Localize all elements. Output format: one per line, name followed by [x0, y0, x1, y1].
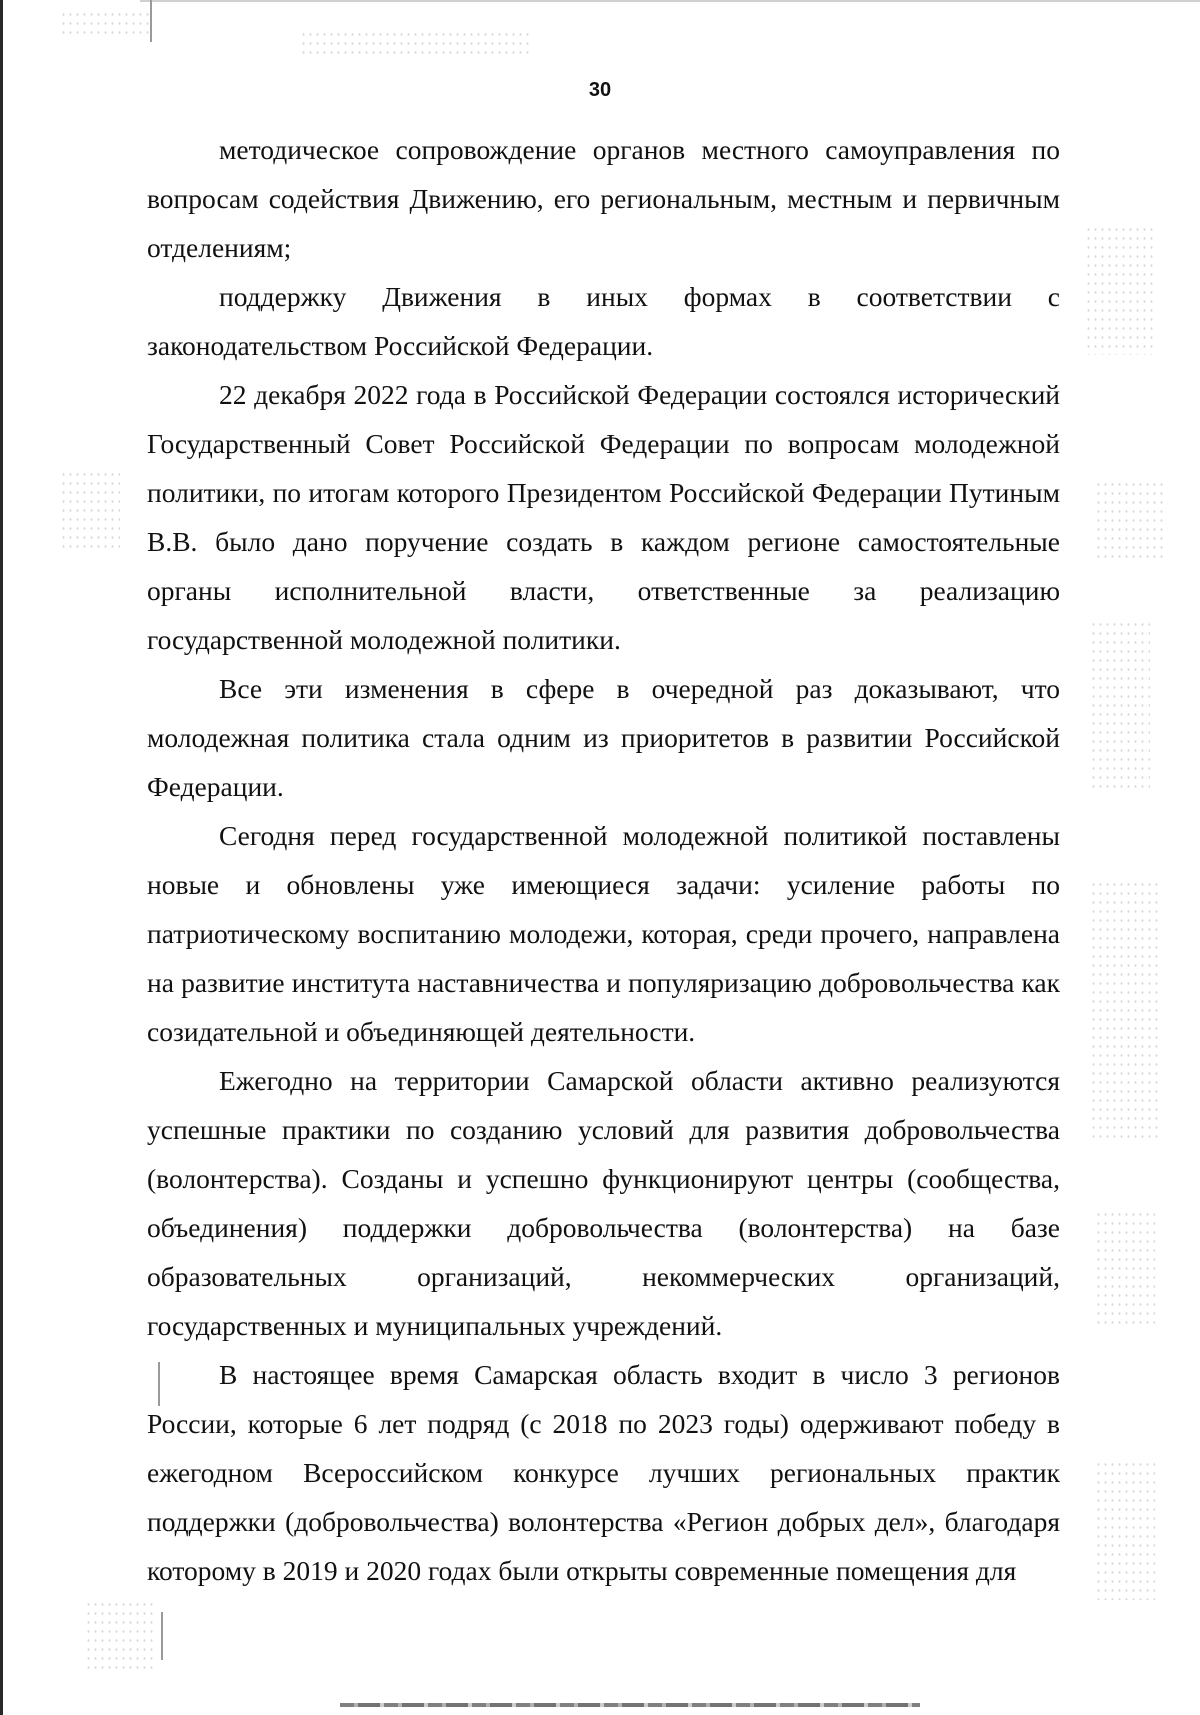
scan-noise	[1095, 480, 1165, 560]
paragraph: поддержку Движения в иных формах в соответствии с законодательством Российской Федерации.	[147, 281, 1060, 361]
scan-noise	[60, 470, 120, 550]
paragraph: Сегодня перед государственной молодежной политикой поставлены новые и обновлены уже имеющиеся задачи: усиление работы по патриотическому воспитанию молодежи, которая, среди прочего, направлена на развитие института наставничества и популяризацию добровольчества как созидательной и объединяющей деятельности.	[147, 820, 1060, 1047]
scan-noise	[85, 1600, 155, 1670]
scan-noise	[1085, 225, 1155, 355]
scan-noise	[1090, 880, 1160, 1140]
paragraph: 22 декабря 2022 года в Российской Федерации состоялся исторический Государственный Совет Российской Федерации по вопросам молодежной политики, по итогам которого Президентом Российской Федерации Путиным В.В. было дано поручение создать в каждом регионе самостоятельные органы исполнительной власти, ответственные за реализацию государственной молодежной политики.	[147, 379, 1060, 655]
scan-noise	[1095, 1460, 1155, 1600]
scan-mark	[161, 1612, 163, 1660]
scan-noise	[300, 30, 530, 60]
scan-noise	[1090, 620, 1150, 790]
scan-top-edge	[140, 0, 1200, 2]
document-body	[147, 125, 1060, 1595]
scan-mark	[150, 0, 152, 42]
paragraph: В настоящее время Самарская область входит в число 3 регионов России, которые 6 лет подряд (с 2018 по 2023 годы) одерживают победу в ежегодном Всероссийском конкурсе лучших региональных практик поддержки (добровольчества) волонтерства «Регион добрых дел», благодаря которому в 2019 и 2020 годах были открыты современные помещения для	[147, 1359, 1060, 1586]
paragraph: Ежегодно на территории Самарской области активно реализуются успешные практики по созданию условий для развития добровольчества (волонтерства). Созданы и успешно функционируют центры (сообщества, объединения) поддержки добровольчества (волонтерства) на базе образовательных организаций, некоммерческих организаций, государственных и муниципальных учреждений.	[147, 1065, 1060, 1341]
scan-left-edge	[0, 0, 3, 1715]
scan-noise	[1095, 1210, 1155, 1330]
paragraph: Все эти изменения в сфере в очередной раз доказывают, что молодежная политика стала одним из приоритетов в развитии Российской Федерации.	[147, 673, 1060, 802]
page-number: 30	[588, 79, 612, 101]
scan-bottom-edge	[340, 1703, 920, 1707]
scan-noise	[60, 10, 150, 40]
paragraph: методическое сопровождение органов местного самоуправления по вопросам содействия Движению, его региональным, местным и первичным отделениям;	[147, 134, 1060, 263]
